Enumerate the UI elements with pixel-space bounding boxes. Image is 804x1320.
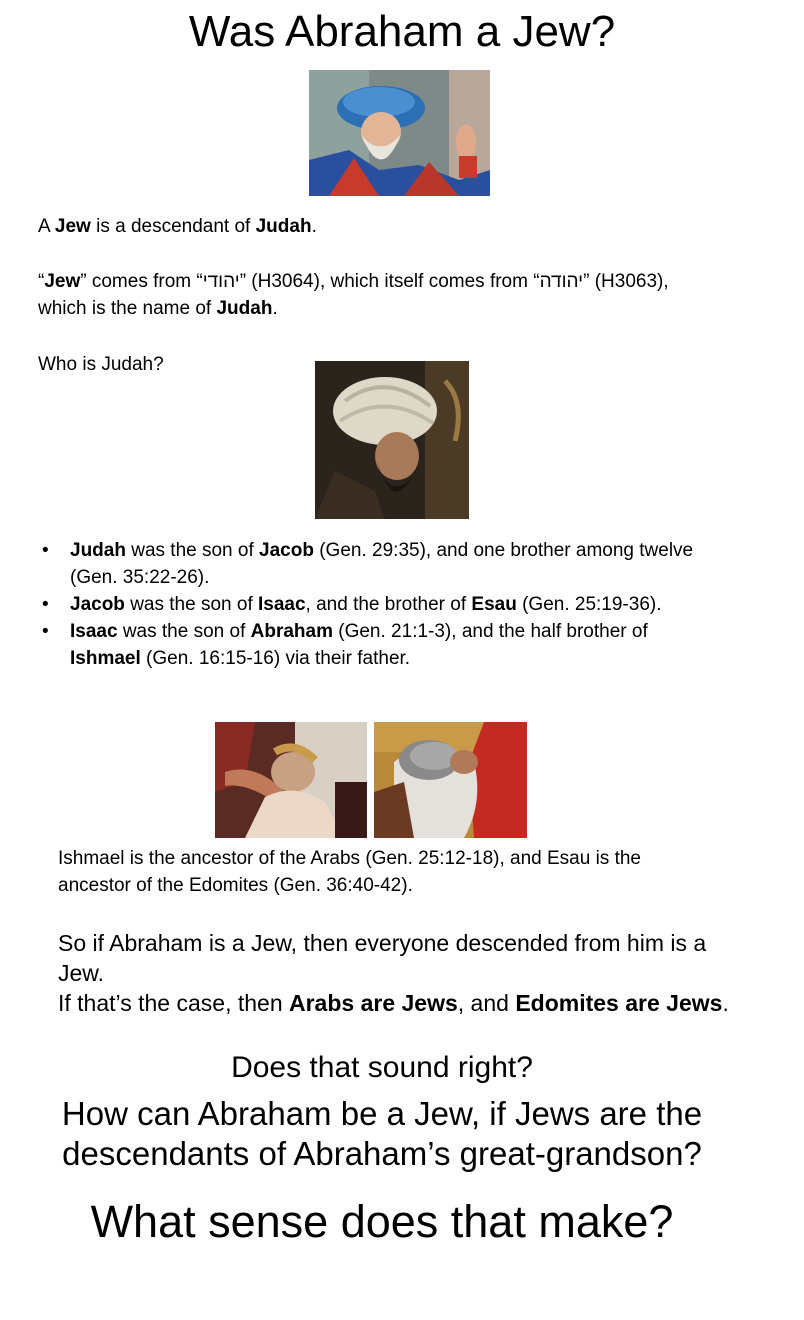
question-what-sense: What sense does that make? <box>90 1196 674 1247</box>
question-sound-right: Does that sound right? <box>231 1051 533 1084</box>
judah-painting <box>315 361 469 519</box>
page-title: Was Abraham a Jew? <box>188 7 616 56</box>
abraham-painting <box>309 70 490 196</box>
list-item: • Isaac was the son of Abraham (Gen. 21:1-3), and the half brother of Ishmael (Gen. 16:15-16) via their father. <box>42 621 648 669</box>
argument-paragraph: So if Abraham is a Jew, then everyone descended from him is a Jew. If that’s the case, then Arabs are Jews, and Edomites are Jews. <box>58 930 729 1016</box>
list-item: • Judah was the son of Jacob (Gen. 29:35), and one brother among twelve (Gen. 35:22-26). <box>42 540 694 588</box>
lineage-list <box>40 537 770 672</box>
list-item: • Jacob was the son of Isaac, and the brother of Esau (Gen. 25:19-36). <box>42 594 662 615</box>
esau-painting <box>374 722 527 838</box>
jew-definition: A Jew is a descendant of Judah. <box>38 216 317 237</box>
ishmael-painting <box>215 722 367 838</box>
question-how-can: How can Abraham be a Jew, if Jews are the descendants of Abraham’s great-grandson? <box>61 1095 703 1172</box>
ancestry-paragraph: Ishmael is the ancestor of the Arabs (Gen. 25:12-18), and Esau is the ancestor of the Edomites (Gen. 36:40-42). <box>58 848 641 896</box>
etymology-paragraph: “Jew” comes from “יהודי” (H3064), which itself comes from “יהודה” (H3063), which is the name of Judah. <box>38 271 669 319</box>
who-is-judah-text: Who is Judah? <box>38 354 164 375</box>
